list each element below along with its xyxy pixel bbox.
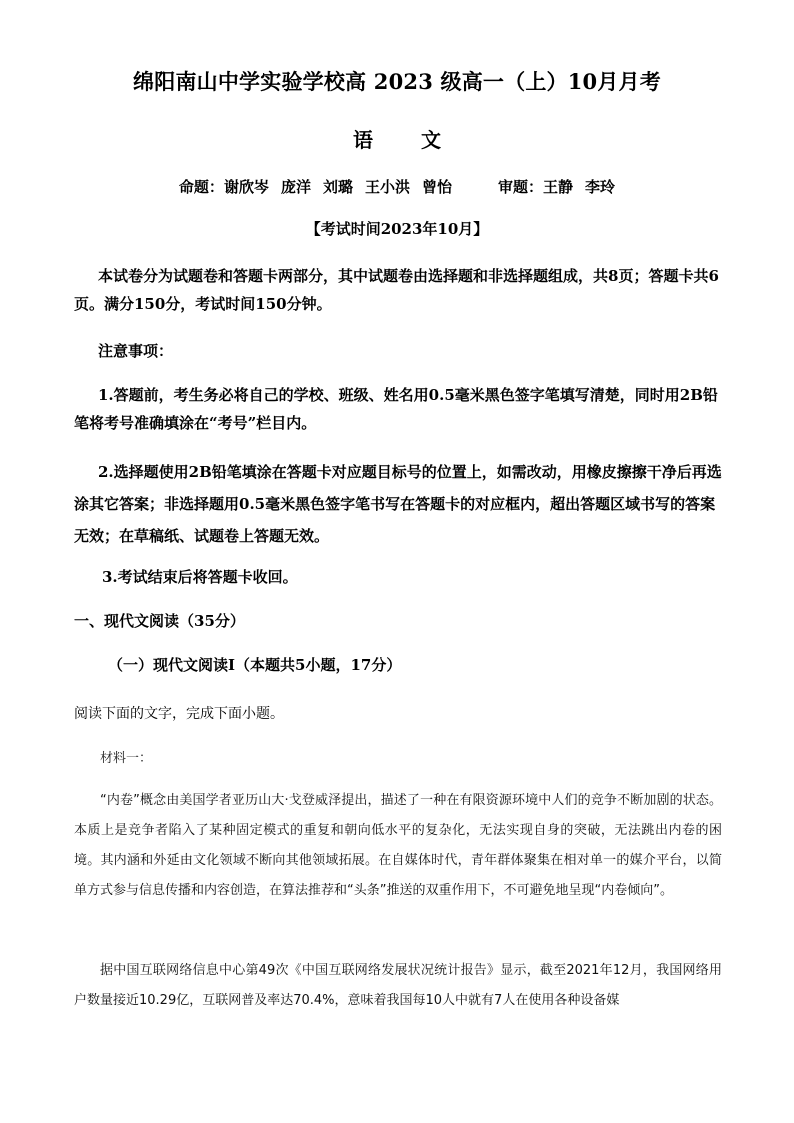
material-label: 材料一： — [100, 751, 153, 766]
author-line — [0, 176, 794, 197]
subsection-heading: （一）现代文阅读Ⅰ（本题共5小题，17分） — [108, 656, 402, 674]
reviewers-label: 审题： — [498, 178, 544, 196]
subject-char-left: 语 — [353, 128, 373, 152]
reviewer-name: 王静 — [543, 178, 574, 196]
author-name: 王小洪 — [364, 178, 410, 196]
material-paragraph: “内卷”概念由美国学者亚历山大·戈登威泽提出，描述了一种在有限资源环境中人们的竞争不断加剧的状态。本质上是竞争者陷入了某种固定模式的重复和朝向低水平的复杂化，无法实现自身的突破，无法跳出内卷的困境。其内涵和外延由文化领域不断向其他领域拓展。在自媒体时代，青年群体聚集在相对单一的媒介平台，以简单方式参与信息传播和内容创造，在算法推荐和“头条”推送的双重作用下，不可避免地呈现“内卷倾向”。 — [74, 793, 722, 898]
material-paragraph: 据中国互联网络信息中心第49次《中国互联网络发展状况统计报告》显示，截至2021年12月，我国网络用户数量接近10.29亿，互联网普及率达70.4%，意味着我国每10人中就有7人在使用各种设备媒 — [74, 963, 722, 1008]
notice-rule-2: 2.选择题使用2B铅笔填涂在答题卡对应题目标号的位置上，如需改动，用橡皮擦擦干净后再选涂其它答案；非选择题用0.5毫米黑色签字笔书写在答题卡的对应框内，超出答题区域书写的答案无效；在草稿纸、试题卷上答题无效。 — [74, 463, 722, 545]
author-name: 庞洋 — [280, 178, 311, 196]
exam-time: 【考试时间2023年10月】 — [305, 220, 489, 238]
reading-instruction: 阅读下面的文字，完成下面小题。 — [74, 706, 284, 722]
author-name: 谢欣岑 — [223, 178, 269, 196]
author-name: 曾怡 — [422, 178, 453, 196]
section-heading: 一、现代文阅读（35分） — [74, 612, 245, 630]
notice-heading: 注意事项： — [98, 342, 174, 360]
authors-label: 命题： — [178, 178, 224, 196]
notice-rule-3: 3.考试结束后将答题卡收回。 — [102, 568, 298, 586]
subject-title — [0, 124, 794, 153]
reviewer-name: 李玲 — [585, 178, 616, 196]
author-name: 刘璐 — [322, 178, 353, 196]
notice-rule-1: 1.答题前，考生务必将自己的学校、班级、姓名用0.5毫米黑色签字笔填写清楚，同时用2B铅笔将考号准确填涂在“考号”栏目内。 — [74, 386, 718, 432]
intro-paragraph: 本试卷分为试题卷和答题卡两部分，其中试题卷由选择题和非选择题组成，共8页；答题卡共6页。满分150分，考试时间150分钟。 — [74, 267, 719, 313]
subject-char-right: 文 — [421, 128, 441, 152]
exam-title: 绵阳南山中学实验学校高 2023 级高一（上）10月月考 — [133, 69, 661, 94]
